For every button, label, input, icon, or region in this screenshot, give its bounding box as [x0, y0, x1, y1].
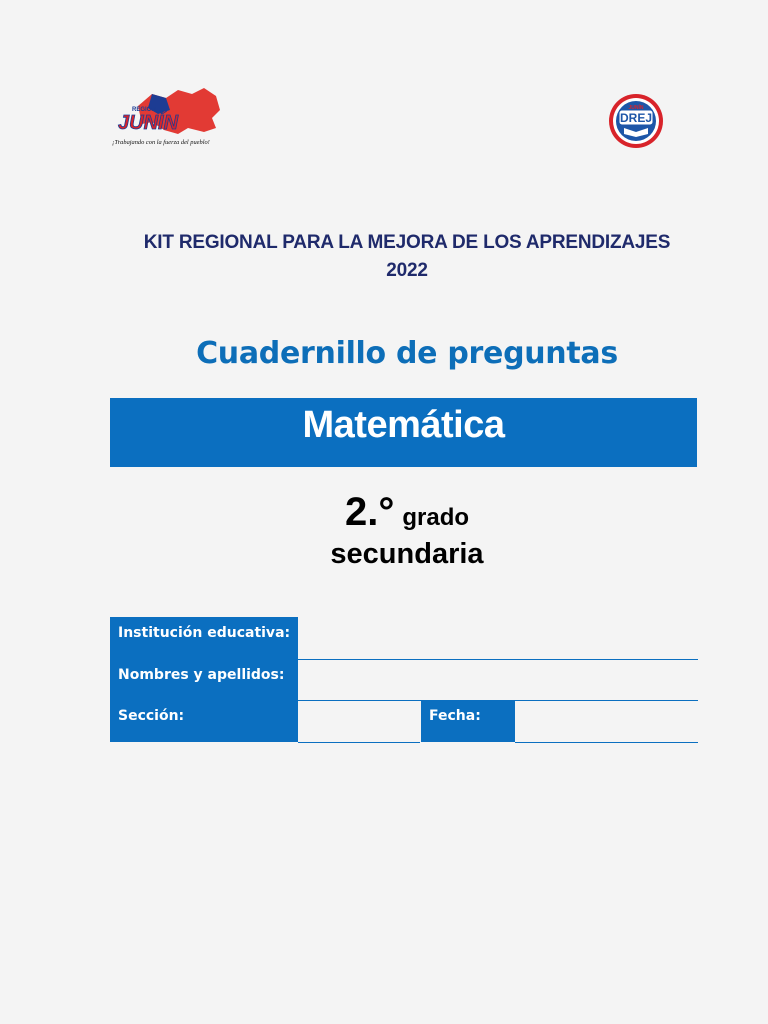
kit-title-year: 2022 [386, 260, 428, 281]
logo-left-name: JUNÍN [118, 112, 179, 134]
logo-right-name: DREJ [619, 111, 653, 125]
section-underline [298, 742, 420, 743]
region-junin-logo [108, 84, 226, 150]
names-label-cell [110, 659, 298, 700]
subject-title: Matemática [302, 404, 505, 446]
logo-left-slogan: ¡Trabajando con la fuerza del pueblo! [112, 139, 210, 146]
institution-label-cell [110, 617, 298, 659]
names-field[interactable] [298, 659, 698, 700]
grade-line [0, 490, 768, 535]
section-label: Sección: [118, 708, 185, 724]
drej-logo [600, 90, 672, 152]
section-field[interactable] [298, 700, 420, 742]
kit-title-line1: KIT REGIONAL PARA LA MEJORA DE LOS APRENDIZAJES [143, 232, 671, 253]
institution-label: Institución educativa: [118, 625, 291, 641]
date-label-cell [421, 700, 515, 742]
date-label: Fecha: [429, 708, 481, 724]
date-underline [515, 742, 698, 743]
logo-left-caption: REGIÓN [132, 107, 156, 113]
grade-number: 2.° [344, 490, 395, 534]
kit-title [0, 229, 768, 285]
institution-field[interactable] [298, 617, 698, 659]
booklet-type: Cuadernillo de preguntas [196, 336, 618, 371]
names-label: Nombres y apellidos: [118, 667, 285, 683]
logo-right-caption: JUNÍN [628, 105, 644, 111]
grade-word: grado [402, 504, 470, 531]
subject-banner-text-wrap [0, 398, 768, 467]
date-field[interactable] [515, 700, 698, 742]
section-label-cell [110, 700, 298, 742]
grade-level: secundaria [330, 538, 484, 570]
